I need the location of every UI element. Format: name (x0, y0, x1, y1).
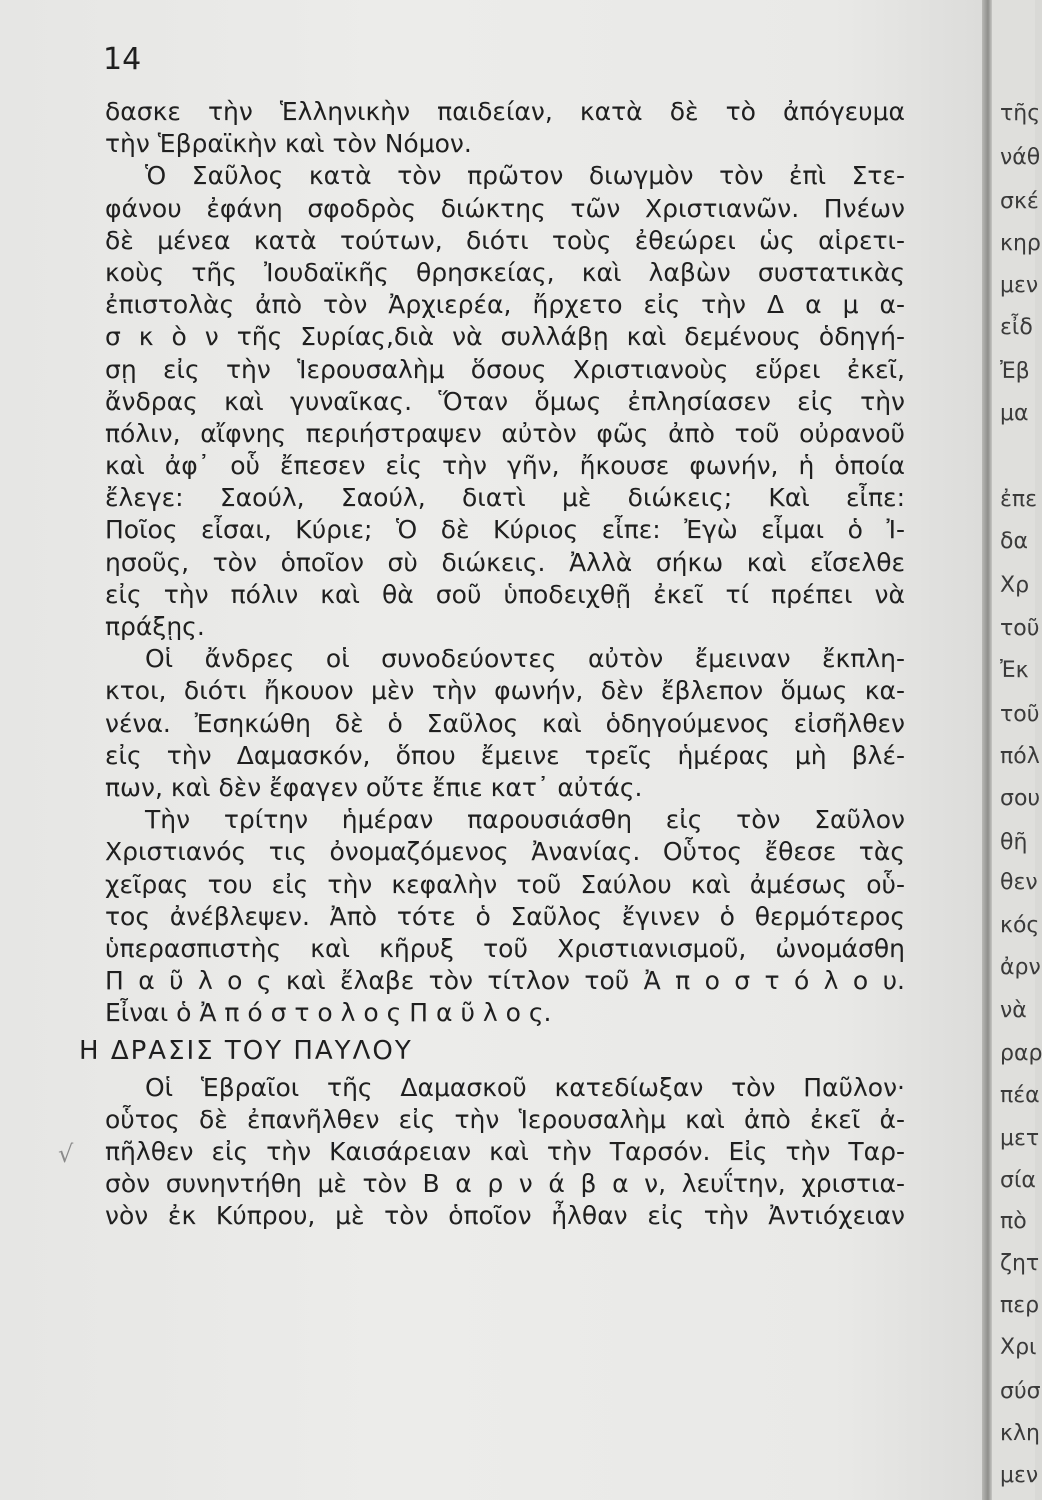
next-page-text-fragment: μα (1000, 401, 1029, 426)
next-page-text-fragment: μετ (1000, 1126, 1040, 1151)
next-page-text-fragment: τοῦ (1000, 616, 1040, 641)
text-line: πῆλθεν εἰς τὴν Καισάρειαν καὶ τὴν Ταρσόν. Εἰς τὴν Ταρ- (105, 1137, 905, 1166)
next-page-text-fragment: πόλ (1000, 744, 1040, 769)
next-page-text-fragment: ἀρν (1000, 955, 1041, 980)
next-page-text-fragment: Ἐβ (1000, 359, 1030, 384)
text-line: σῃ εἰς τὴν Ἱερουσαλὴμ ὅσους Χριστιανοὺς εὕρει ἐκεῖ, (105, 354, 905, 384)
next-page-text-fragment: σύσ (1000, 1379, 1041, 1404)
next-page-text-fragment: ἐπε (1000, 487, 1038, 512)
margin-check-mark: √ (58, 1140, 74, 1168)
text-line: χεῖρας του εἰς τὴν κεφαλὴν τοῦ Σαύλου καὶ ἀμέσως οὗ- (105, 869, 905, 899)
text-line: εἰς τὴν πόλιν καὶ θὰ σοῦ ὑποδειχθῇ ἐκεῖ τί πρέπει νὰ (105, 579, 905, 609)
next-page-text-fragment: σκέ (1000, 189, 1039, 214)
next-page-text-fragment: δα (1000, 529, 1028, 554)
text-line: Τὴν τρίτην ἡμέραν παρουσιάσθη εἰς τὸν Σαῦλον (145, 805, 905, 835)
next-page-text-fragment: περ (1000, 1293, 1040, 1318)
next-page-text-fragment: σου (1000, 786, 1041, 811)
text-line: σὸν συνηντήθη μὲ τὸν Β α ρ ν ά β α ν, λευΐτην, χριστια- (105, 1169, 905, 1199)
page-number: 14 (103, 42, 142, 77)
text-line: ὑπερασπιστὴς καὶ κῆρυξ τοῦ Χριστιανισμοῦ, ὠνομάσθη (105, 933, 905, 963)
text-line: ἔλεγε: Σαούλ, Σαούλ, διατὶ μὲ διώκεις; Καὶ εἶπε: (105, 483, 905, 513)
text-line: δὲ μένεα κατὰ τούτων, διότι τοὺς ἐθεώρει ὡς αἱρετι- (105, 225, 905, 255)
next-page-text-fragment: μεν (1000, 1463, 1039, 1488)
text-line: κοὺς τῆς Ἰουδαϊκῆς θρησκείας, καὶ λαβὼν συστατικὰς (105, 257, 905, 287)
text-line: δασκε τὴν Ἑλληνικὴν παιδείαν, κατὰ δὲ τὸ ἀπόγευμα (105, 97, 905, 126)
next-page-text-fragment: τοῦ (1000, 702, 1040, 727)
text-line: Χριστιανός τις ὀνομαζόμενος Ἀνανίας. Οὗτος ἔθεσε τὰς (105, 837, 905, 867)
next-page-text-fragment: νὰ (1000, 998, 1027, 1023)
next-page-text-fragment: σία (1000, 1168, 1036, 1193)
text-line: νένα. Ἐσηκώθη δὲ ὁ Σαῦλος καὶ ὁδηγούμενος εἰσῆλθεν (105, 708, 905, 738)
next-page-text-fragment: θεν (1000, 870, 1038, 895)
body-text (79, 96, 905, 1233)
next-page-text-fragment: νάθ (1000, 145, 1041, 170)
next-page-text-fragment: θῆ (1000, 830, 1028, 855)
next-page-edge (992, 0, 1042, 1500)
next-page-text-fragment: τῆς (1000, 101, 1041, 126)
text-line: Ὁ Σαῦλος κατὰ τὸν πρῶτον διωγμὸν τὸν ἐπὶ Στε- (145, 161, 905, 191)
next-page-text-fragment: κλη (1000, 1421, 1040, 1446)
text-line: πόλιν, αἴφνης περιήστραψεν αὐτὸν φῶς ἀπὸ τοῦ οὐρανοῦ (105, 418, 905, 448)
next-page-text-fragment: πέα (1000, 1083, 1040, 1108)
section-heading: Η ΔΡΑΣΙΣ ΤΟΥ ΠΑΥΛΟΥ (79, 1036, 413, 1067)
next-page-text-fragment: εἶδ (1000, 315, 1033, 340)
next-page-text-fragment: κός (1000, 913, 1040, 938)
text-line: φάνου ἐφάνη σφοδρὸς διώκτης τῶν Χριστιανῶν. Πνέων (105, 193, 905, 223)
text-line: Οἱ ἄνδρες οἱ συνοδεύοντες αὐτὸν ἔμειναν ἔκπλη- (145, 644, 905, 674)
text-line: καὶ ἀφ᾿ οὗ ἔπεσεν εἰς τὴν γῆν, ἤκουσε φωνήν, ἡ ὁποία (105, 451, 905, 481)
text-line: ησοῦς, τὸν ὁποῖον σὺ διώκεις. Ἀλλὰ σήκω καὶ εἴσελθε (105, 547, 905, 577)
text-line: οὗτος δὲ ἐπανῆλθεν εἰς τὴν Ἱερουσαλὴμ καὶ ἀπὸ ἐκεῖ ἀ- (105, 1104, 905, 1134)
next-page-text-fragment: Ἐκ (1000, 658, 1029, 683)
text-line: πων, καὶ δὲν ἔφαγεν οὔτε ἔπιε κατ᾿ αὐτάς. (105, 772, 643, 802)
text-line: εἰς τὴν Δαμασκόν, ὅπου ἔμεινε τρεῖς ἡμέρας μὴ βλέ- (105, 740, 905, 770)
next-page-text-fragment: μεν (1000, 273, 1039, 298)
text-line: σ κ ὸ ν τῆς Συρίας,διὰ νὰ συλλάβῃ καὶ δεμένους ὁδηγή- (105, 322, 905, 352)
text-line: ἄνδρας καὶ γυναῖκας. Ὅταν ὅμως ἐπλησίασεν εἰς τὴν (105, 386, 905, 416)
next-page-text-fragment: πὸ (1000, 1209, 1027, 1234)
text-line: νὸν ἐκ Κύπρου, μὲ τὸν ὁποῖον ἦλθαν εἰς τὴν Ἀντιόχειαν (105, 1201, 905, 1231)
book-gutter (982, 0, 992, 1500)
next-page-text-fragment: ραρ (1000, 1041, 1042, 1066)
next-page-text-fragment: ζητ (1000, 1251, 1040, 1276)
next-page-text-fragment: Χρ (1000, 573, 1030, 598)
text-line: ἐπιστολὰς ἀπὸ τὸν Ἀρχιερέα, ἤρχετο εἰς τὴν Δ α μ α- (105, 290, 905, 320)
text-line: κτοι, διότι ἤκουον μὲν τὴν φωνήν, δὲν ἔβλεπον ὅμως κα- (105, 676, 905, 706)
next-page-text-fragment: κηρ (1000, 231, 1041, 256)
text-line: Οἱ Ἑβραῖοι τῆς Δαμασκοῦ κατεδίωξαν τὸν Παῦλον· (145, 1072, 905, 1102)
text-line: πράξῃς. (105, 612, 205, 641)
text-line: Ποῖος εἶσαι, Κύριε; Ὁ δὲ Κύριος εἶπε: Ἐγὼ εἶμαι ὁ Ἰ- (105, 515, 905, 545)
text-line: Εἶναι ὁ Ἀ π ό σ τ ο λ ο ς Π α ῦ λ ο ς. (105, 998, 552, 1028)
text-line: Π α ῦ λ ο ς καὶ ἔλαβε τὸν τίτλον τοῦ Ἀ π ο σ τ ό λ ο υ. (105, 966, 905, 996)
text-line: τὴν Ἑβραϊκὴν καὶ τὸν Νόμον. (105, 129, 472, 159)
next-page-text-fragment: Χρι (1000, 1335, 1037, 1360)
text-line: τος ἀνέβλεψεν. Ἀπὸ τότε ὁ Σαῦλος ἔγινεν ὁ θερμότερος (105, 901, 905, 931)
